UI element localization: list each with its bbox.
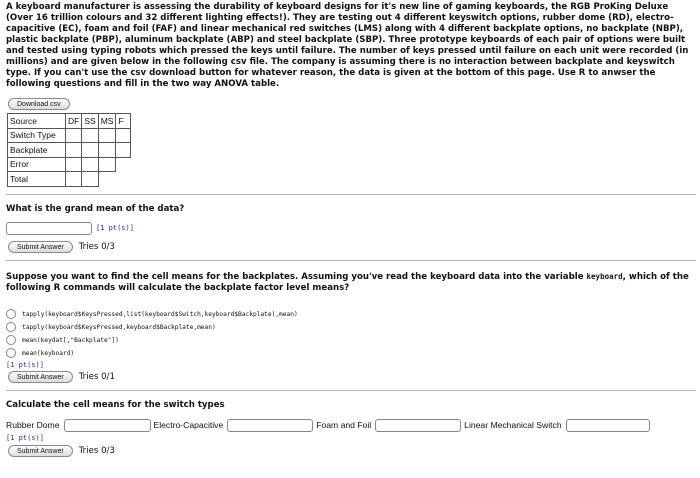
radio-button[interactable] xyxy=(6,309,16,319)
anova-row-label: Switch Type xyxy=(8,128,66,143)
download-csv-button[interactable]: Download csv xyxy=(8,98,70,110)
question-text xyxy=(6,271,696,294)
anova-row-switch-type xyxy=(8,128,131,143)
anova-input-ss[interactable] xyxy=(82,143,98,158)
foam-and-foil-input[interactable] xyxy=(375,419,461,432)
radio-button[interactable] xyxy=(6,348,16,358)
problem-description: A keyboard manufacturer is assessing the durability of keyboard designs for it's new line of gaming keyboards, the RGB ProKing Deluxe (Over 16 trillion colours and 32 different lighting effects!). They are testing out 4 different keyswitch options, rubber dome (RD), electro-capacitive (EC), foam and foil (FAF) and linear mechanical red switches (LMS) along with 4 different backplate options, no backplate (NBP), plastic backplate (PBP), aluminum backplate (ABP) and steel backplate (SBP). Three prototype keyboards of each pair of options were built and tested using typing robots which pressed the keys until failure. The number of keys pressed until failure on each unit were recorded (in millions) and are given below in the following csv file. The company is assuming there is no interaction between backplate and keyswitch type. If you can't use the csv download button for whatever reason, the data is given at the bottom of this page. Use R to anwser the following questions and fill in the two way ANOVA table. xyxy=(6,2,689,89)
anova-empty-cell xyxy=(116,172,131,187)
answer-options xyxy=(6,308,696,360)
anova-table xyxy=(7,113,131,187)
option-label: mean(keyboard) xyxy=(22,349,75,357)
anova-input-ss[interactable] xyxy=(82,157,98,172)
anova-header-ms: MS xyxy=(98,114,116,129)
foam-and-foil-label: Foam and Foil xyxy=(316,420,372,430)
anova-row-label: Error xyxy=(8,157,66,172)
question-text: What is the grand mean of the data? xyxy=(6,203,185,214)
rubber-dome-label: Rubber Dome xyxy=(6,420,60,430)
answer-option[interactable] xyxy=(6,308,696,321)
anova-input-df[interactable] xyxy=(66,128,82,143)
anova-input-ss[interactable] xyxy=(82,172,98,187)
anova-row-backplate xyxy=(8,143,131,158)
anova-row-label: Total xyxy=(8,172,66,187)
anova-header-row xyxy=(8,114,131,129)
anova-input-ms[interactable] xyxy=(98,143,116,158)
anova-empty-cell xyxy=(116,157,131,172)
tries-counter: Tries 0/1 xyxy=(78,371,115,382)
submit-answer-button[interactable]: Submit Answer xyxy=(8,241,73,253)
points-label: [1 pt(s)] xyxy=(96,224,134,232)
anova-input-df[interactable] xyxy=(66,157,82,172)
option-label: tapply(keyboard$KeysPressed,list(keyboard$Switch,keyboard$Backplate),mean) xyxy=(22,310,298,318)
anova-input-df[interactable] xyxy=(66,143,82,158)
anova-row-total xyxy=(8,172,131,187)
anova-input-f[interactable] xyxy=(116,143,131,158)
tries-counter: Tries 0/3 xyxy=(78,241,115,252)
option-label: mean(keydat[,"Backplate"]) xyxy=(22,336,119,344)
question-backplate-means xyxy=(6,271,696,383)
anova-input-ms[interactable] xyxy=(98,157,116,172)
question-switch-cell-means xyxy=(6,400,696,457)
points-label: [1 pt(s)] xyxy=(6,360,44,369)
anova-header-ss: SS xyxy=(82,114,98,129)
submit-answer-button[interactable]: Submit Answer xyxy=(8,445,73,457)
anova-input-ss[interactable] xyxy=(82,128,98,143)
tries-counter: Tries 0/3 xyxy=(78,445,115,456)
question-text-after: , which of the following R commands will calculate the backplate factor level means? xyxy=(6,271,689,293)
anova-empty-cell xyxy=(98,172,116,187)
anova-input-f[interactable] xyxy=(116,128,131,143)
question-grand-mean xyxy=(6,204,696,253)
divider xyxy=(6,194,696,195)
anova-input-df[interactable] xyxy=(66,172,82,187)
anova-row-label: Backplate xyxy=(8,143,66,158)
question-text: Calculate the cell means for the switch types xyxy=(6,399,225,410)
answer-option[interactable] xyxy=(6,347,696,360)
option-label: tapply(keyboard$KeysPressed,keyboard$Backplate,mean) xyxy=(22,323,216,331)
answer-option[interactable] xyxy=(6,321,696,334)
submit-answer-button[interactable]: Submit Answer xyxy=(8,371,73,383)
anova-header-df: DF xyxy=(66,114,82,129)
anova-input-ms[interactable] xyxy=(98,128,116,143)
radio-button[interactable] xyxy=(6,335,16,345)
anova-header-f: F xyxy=(116,114,131,129)
divider xyxy=(6,390,696,391)
anova-header-source: Source xyxy=(8,114,66,129)
points-label: [1 pt(s)] xyxy=(6,433,44,442)
anova-row-error xyxy=(8,157,131,172)
divider xyxy=(6,260,696,261)
radio-button[interactable] xyxy=(6,322,16,332)
question-text-before: Suppose you want to find the cell means for the backplates. Assuming you've read the keyboard data into the variable xyxy=(6,271,584,282)
electro-capacitive-input[interactable] xyxy=(227,419,313,432)
answer-option[interactable] xyxy=(6,334,696,347)
grand-mean-input[interactable] xyxy=(6,222,92,235)
rubber-dome-input[interactable] xyxy=(64,419,151,432)
linear-mechanical-switch-input[interactable] xyxy=(566,419,650,432)
electro-capacitive-label: Electro-Capacitive xyxy=(153,420,224,430)
variable-name: keyboard xyxy=(586,271,623,281)
linear-mechanical-switch-label: Linear Mechanical Switch xyxy=(464,420,562,430)
